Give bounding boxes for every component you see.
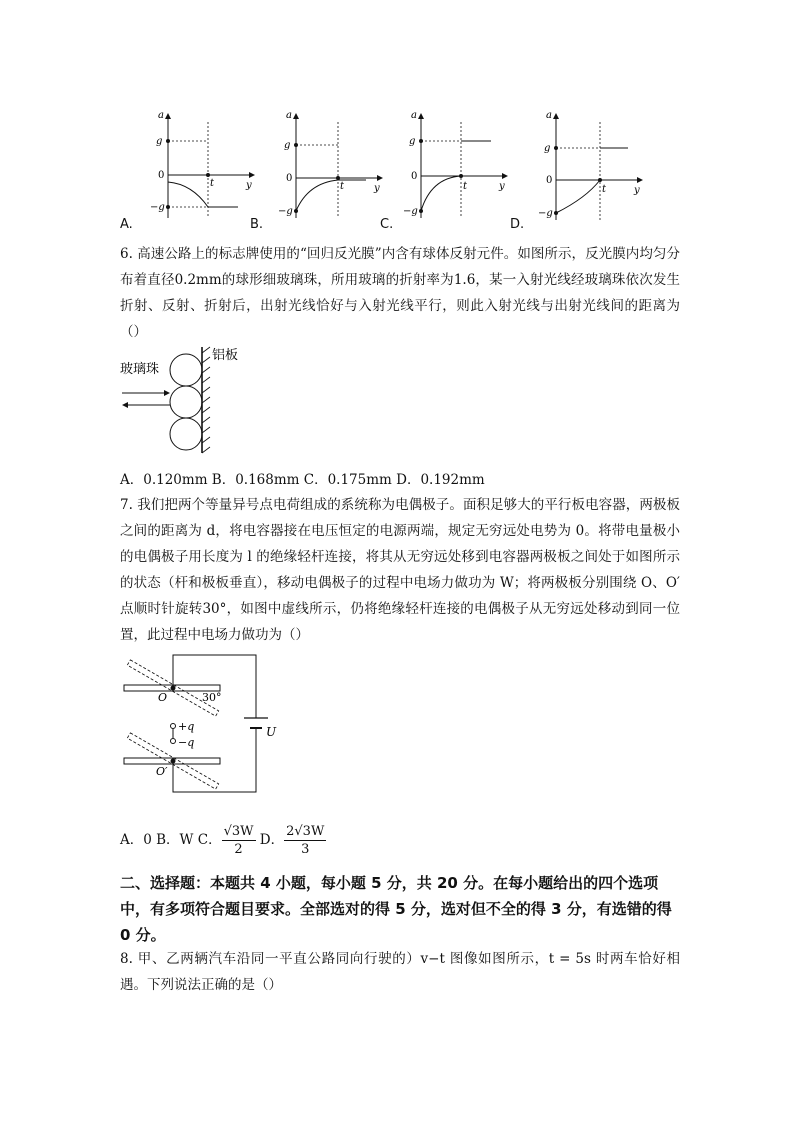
- tick-neg-g: −g: [150, 202, 165, 213]
- question-7-figure: [118, 650, 288, 800]
- tick-neg-g: −g: [403, 206, 418, 217]
- tick-zero: 0: [158, 170, 165, 181]
- tick-t: t: [463, 181, 468, 192]
- question-7-text: 7. 我们把两个等量异号点电荷组成的系统称为电偶极子。面积足够大的平行板电容器，两极板之间的距离为 d，将电容器接在电压恒定的电源两端，规定无穷远处电势为 0。将带电量极小的电偶极子用长度为 l 的绝缘轻杆连接，将其从无穷远处移到电容器两极板之间处于如图所示的状态（杆和极板垂直），移动电偶极子的过程中电场力做功为 W；将两极板分别围绕 O、O′点顺时针旋转30°，如图中虚线所示，仍将绝缘轻杆连接的电偶极子从无穷远处移动到同一位置，此过程中电场力做功为（）: [120, 497, 680, 643]
- tick-t: t: [210, 178, 215, 189]
- q7-option-d-fraction: $\frac{2√3W}{3}$: [286, 824, 325, 857]
- q7-option-d: D．: [259, 832, 285, 848]
- graph-c-label: C.: [380, 217, 394, 232]
- tick-g: g: [544, 143, 551, 154]
- label-angle: 30°: [202, 691, 222, 704]
- label-glass-beads: 玻璃珠: [120, 362, 160, 377]
- question-7-options: [120, 820, 326, 860]
- tick-t: t: [340, 181, 345, 192]
- axis-a-label: a: [411, 110, 417, 121]
- tick-g: g: [156, 136, 163, 147]
- label-aluminum-plate: 铝板: [212, 348, 239, 363]
- graph-a-label: A.: [120, 217, 133, 232]
- label-plus-q: +q: [178, 720, 195, 733]
- tick-neg-g: −g: [278, 206, 293, 217]
- graph-a: [150, 108, 260, 223]
- q7-option-c: C．: [197, 832, 222, 848]
- question-8-text: 8. 甲、乙两辆汽车沿同一平直公路同向行驶的）v−t 图像如图所示，t = 5s 时两车恰好相遇。下列说法正确的是（）: [120, 951, 680, 993]
- tick-neg-g: −g: [538, 208, 553, 219]
- axis-y-label: y: [634, 185, 640, 196]
- question-6-text: 6. 高速公路上的标志牌使用的“回归反光膜”内含有球体反射元件。如图所示，反光膜内均匀分布着直径0.2mm的球形细玻璃珠，所用玻璃的折射率为1.6，某一入射光线经玻璃珠依次发生折射、反射、折射后，出射光线恰好与入射光线平行，则此入射光线与出射光线间的距离为（）: [120, 246, 680, 340]
- graph-c: [403, 108, 513, 223]
- tick-t: t: [602, 184, 607, 195]
- tick-zero: 0: [286, 173, 293, 184]
- axis-y-label: y: [374, 183, 380, 194]
- axis-a-label: a: [546, 110, 552, 121]
- q7-option-a: A．0: [120, 832, 152, 848]
- tick-g: g: [409, 136, 416, 147]
- axis-y-label: y: [499, 181, 505, 192]
- label-O: O: [158, 691, 168, 704]
- tick-zero: 0: [546, 175, 553, 186]
- graph-d-label: D.: [510, 217, 525, 232]
- axis-a-label: a: [158, 110, 164, 121]
- graph-d: [538, 108, 648, 223]
- section-2-heading: 二、选择题：本题共 4 小题，每小题 5 分，共 20 分。在每小题给出的四个选项中，有多项符合题目要求。全部选对的得 5 分，选对但不全的得 3 分，有选错的得 0 分。: [120, 874, 672, 944]
- label-O-prime: O′: [156, 765, 168, 778]
- label-U: U: [266, 725, 277, 739]
- graph-b-label: B.: [250, 217, 264, 232]
- label-minus-q: −q: [178, 736, 195, 749]
- axis-a-label: a: [286, 110, 292, 121]
- q7-option-b: B．W: [156, 832, 194, 848]
- graph-b: [278, 108, 388, 223]
- question-6-options: A．0.120mm B．0.168mm C．0.175mm D．0.192mm: [120, 472, 485, 488]
- question-6-figure: [118, 343, 258, 455]
- tick-zero: 0: [411, 171, 418, 182]
- tick-g: g: [284, 140, 291, 151]
- axis-y-label: y: [246, 180, 252, 191]
- q7-option-c-fraction: $\frac{√3W}{2}$: [223, 824, 254, 857]
